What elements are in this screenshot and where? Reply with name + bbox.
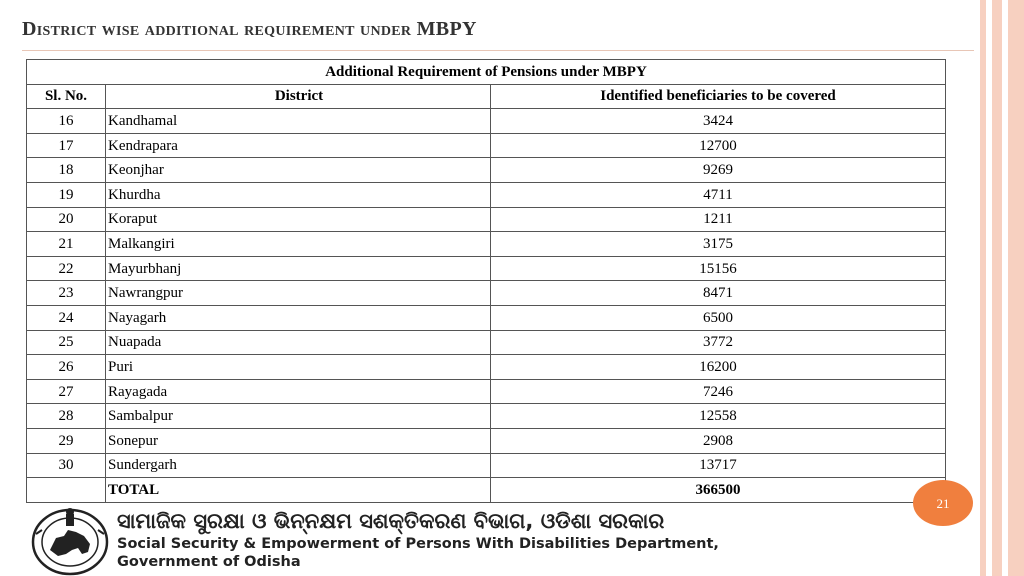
header-sl-no: Sl. No. xyxy=(27,84,106,109)
total-sl-empty xyxy=(27,478,106,503)
cell-sl: 29 xyxy=(27,428,106,453)
cell-sl: 28 xyxy=(27,404,106,429)
table-caption: Additional Requirement of Pensions under MBPY xyxy=(27,60,946,85)
cell-value: 15156 xyxy=(491,256,946,281)
cell-value: 12700 xyxy=(491,133,946,158)
cell-sl: 23 xyxy=(27,281,106,306)
footer-odia-department: ସାମାଜିକ ସୁରକ୍ଷା ଓ ଭିନ୍ନକ୍ଷମ ସଶକ୍ତିକରଣ ବିଭାଗ, ଓଡିଶା ସରକାର xyxy=(117,509,665,533)
table-row xyxy=(27,428,946,453)
cell-sl: 17 xyxy=(27,133,106,158)
cell-sl: 18 xyxy=(27,158,106,183)
cell-sl: 22 xyxy=(27,256,106,281)
cell-value: 6500 xyxy=(491,305,946,330)
table-row xyxy=(27,109,946,134)
cell-value: 12558 xyxy=(491,404,946,429)
cell-sl: 30 xyxy=(27,453,106,478)
cell-sl: 16 xyxy=(27,109,106,134)
cell-value: 16200 xyxy=(491,355,946,380)
table-caption-row xyxy=(27,60,946,85)
cell-value: 7246 xyxy=(491,379,946,404)
header-beneficiaries: Identified beneficiaries to be covered xyxy=(491,84,946,109)
footer-government-name: Government of Odisha xyxy=(117,554,301,570)
cell-value: 3772 xyxy=(491,330,946,355)
table-row xyxy=(27,453,946,478)
cell-district: Sonepur xyxy=(106,428,491,453)
requirement-table xyxy=(26,59,946,503)
table-row xyxy=(27,256,946,281)
cell-district: Nayagarh xyxy=(106,305,491,330)
table-row xyxy=(27,158,946,183)
header-district: District xyxy=(106,84,491,109)
cell-district: Puri xyxy=(106,355,491,380)
cell-district: Rayagada xyxy=(106,379,491,404)
cell-district: Nawrangpur xyxy=(106,281,491,306)
table-row xyxy=(27,379,946,404)
cell-district: Kandhamal xyxy=(106,109,491,134)
slide-title: District wise additional requirement under MBPY xyxy=(22,18,477,40)
table-row xyxy=(27,330,946,355)
cell-value: 4711 xyxy=(491,182,946,207)
cell-value: 3175 xyxy=(491,232,946,257)
cell-district: Koraput xyxy=(106,207,491,232)
cell-district: Nuapada xyxy=(106,330,491,355)
total-value: 366500 xyxy=(491,478,946,503)
total-row xyxy=(27,478,946,503)
cell-district: Kendrapara xyxy=(106,133,491,158)
cell-value: 8471 xyxy=(491,281,946,306)
footer-department-name: Social Security & Empowerment of Persons With Disabilities Department, xyxy=(117,536,719,552)
table-row xyxy=(27,355,946,380)
cell-value: 3424 xyxy=(491,109,946,134)
cell-sl: 27 xyxy=(27,379,106,404)
table-row xyxy=(27,232,946,257)
total-label: TOTAL xyxy=(106,478,491,503)
cell-district: Keonjhar xyxy=(106,158,491,183)
cell-value: 2908 xyxy=(491,428,946,453)
odisha-emblem-icon xyxy=(28,504,112,576)
cell-district: Sambalpur xyxy=(106,404,491,429)
cell-sl: 24 xyxy=(27,305,106,330)
cell-value: 1211 xyxy=(491,207,946,232)
table-row xyxy=(27,281,946,306)
cell-district: Khurdha xyxy=(106,182,491,207)
table-row xyxy=(27,133,946,158)
cell-sl: 19 xyxy=(27,182,106,207)
cell-value: 9269 xyxy=(491,158,946,183)
cell-district: Malkangiri xyxy=(106,232,491,257)
cell-sl: 20 xyxy=(27,207,106,232)
table-header-row xyxy=(27,84,946,109)
cell-sl: 26 xyxy=(27,355,106,380)
page-number-badge: 21 xyxy=(913,480,973,526)
cell-value: 13717 xyxy=(491,453,946,478)
cell-district: Mayurbhanj xyxy=(106,256,491,281)
cell-district: Sundergarh xyxy=(106,453,491,478)
cell-sl: 25 xyxy=(27,330,106,355)
decorative-side-bars xyxy=(980,0,1024,576)
table-row xyxy=(27,404,946,429)
table-row xyxy=(27,182,946,207)
cell-sl: 21 xyxy=(27,232,106,257)
table-row xyxy=(27,207,946,232)
table-row xyxy=(27,305,946,330)
title-divider xyxy=(22,50,974,51)
